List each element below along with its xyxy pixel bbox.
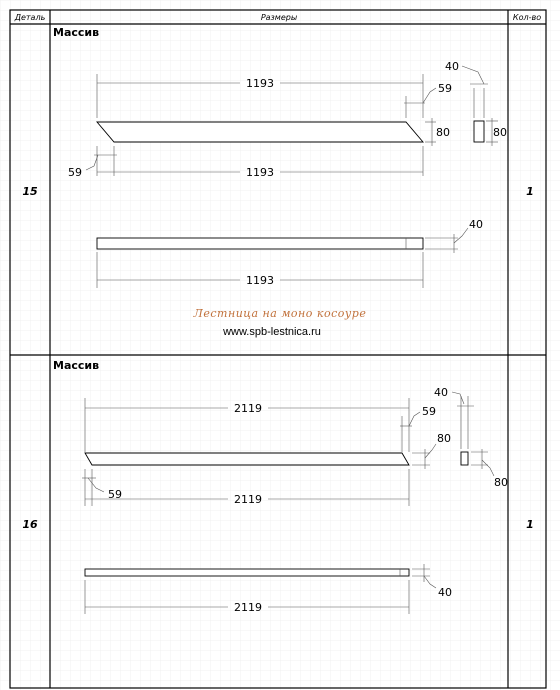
svg-text:40: 40 [434,386,448,399]
header-dimensions: Размеры [260,13,298,22]
part-number: 16 [22,518,38,531]
quantity: 1 [526,185,534,198]
svg-text:80: 80 [436,126,450,139]
part-side-view [85,453,409,465]
brand-watermark: Лестница на моно косоуре [193,307,367,320]
svg-text:40: 40 [438,586,452,599]
header-quantity: Кол-во [512,13,542,22]
svg-text:59: 59 [68,166,82,179]
material-label: Массив [53,26,100,39]
part-side-view [97,122,423,142]
svg-text:1193: 1193 [246,166,274,179]
svg-text:59: 59 [422,405,436,418]
svg-text:40: 40 [445,60,459,73]
quantity: 1 [526,518,534,531]
site-url: www.spb-lestnica.ru [223,326,321,338]
svg-text:2119: 2119 [234,493,262,506]
material-label: Массив [53,359,100,372]
svg-text:80: 80 [493,126,507,139]
svg-text:59: 59 [108,488,122,501]
svg-text:40: 40 [469,218,483,231]
svg-text:59: 59 [438,82,452,95]
svg-text:80: 80 [494,476,508,489]
part-number: 15 [22,185,38,198]
svg-text:2119: 2119 [234,601,262,614]
part-top-view [85,569,409,576]
svg-text:2119: 2119 [234,402,262,415]
part-cross-section [461,452,468,465]
svg-text:80: 80 [437,432,451,445]
part-top-view [97,238,423,249]
header-part: Деталь [14,13,46,22]
part-cross-section [474,121,484,142]
svg-text:1193: 1193 [246,274,274,287]
svg-text:1193: 1193 [246,77,274,90]
